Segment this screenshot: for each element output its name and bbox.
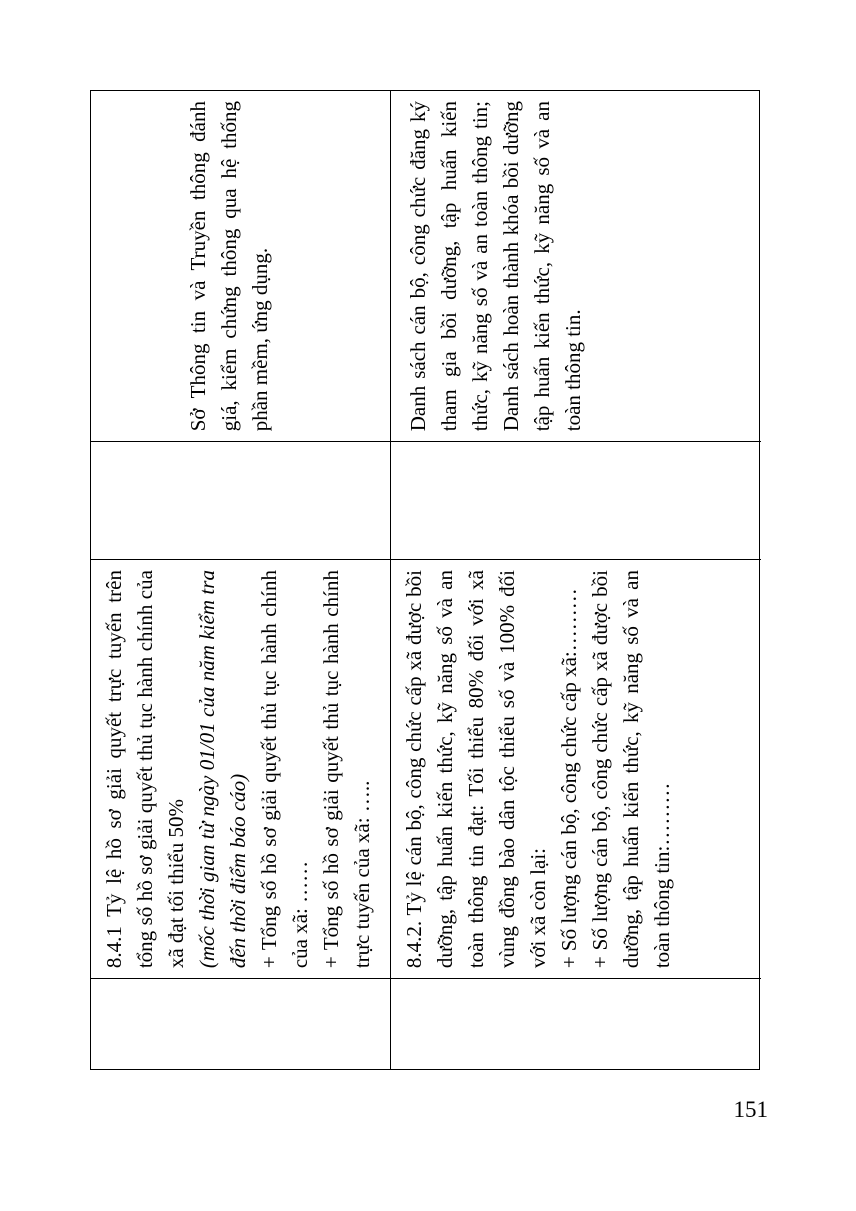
criteria-text: 8.4.1 Tỷ lệ hồ sơ giải quyết trực tuyến trên tổng số hồ sơ giải quyết thủ tục hành chính của xã đạt tối thiểu 50% bbox=[102, 570, 188, 969]
criteria-note: (mốc thời gian từ ngày 01/01 của năm kiểm tra đến thời điểm báo cáo) bbox=[195, 570, 250, 969]
criteria-text: + Số lượng cán bộ, công chức cấp xã được bồi dưỡng, tập huấn kiến thức, kỹ năng số và an toàn thông tin:……… bbox=[588, 570, 674, 969]
table-row bbox=[391, 91, 761, 1069]
table-cell-empty bbox=[391, 442, 761, 560]
page-number: 151 bbox=[733, 1097, 768, 1122]
table-cell-empty bbox=[91, 442, 390, 560]
criteria-text: + Số lượng cán bộ, công chức cấp xã:……… bbox=[557, 588, 581, 969]
table-cell-index bbox=[91, 979, 390, 1069]
criteria-text: + Tổng số hồ sơ giải quyết thủ tục hành chính trực tuyến của xã: ….. bbox=[319, 570, 374, 969]
table-cell-index bbox=[391, 979, 761, 1069]
table-row bbox=[91, 91, 391, 1069]
evidence-text: Sở Thông tin và Truyền thông đánh giá, kiểm chứng thông qua hệ thống phần mềm, ứng dụng. bbox=[186, 101, 272, 432]
table-cell-criteria bbox=[391, 560, 761, 979]
criteria-text: + Tổng số hồ sơ giải quyết thủ tục hành chính của xã: …… bbox=[257, 570, 312, 969]
table-cell-evidence bbox=[391, 91, 761, 442]
criteria-text: 8.4.2. Tỷ lệ cán bộ, công chức cấp xã được bồi dưỡng, tập huấn kiến thức, kỹ năng số và an toàn thông tin đạt: Tối thiểu 80% đối với xã vùng đồng bào dân tộc thiểu số và 100% đối với xã còn lại: bbox=[402, 570, 550, 969]
table-cell-criteria bbox=[91, 560, 390, 979]
criteria-table bbox=[90, 90, 760, 1070]
table-cell-evidence bbox=[91, 91, 390, 442]
evidence-text: Danh sách cán bộ, công chức đăng ký tham gia bồi dưỡng, tập huấn kiến thức, kỹ năng số và an toàn thông tin; Danh sách hoàn thành khóa bồi dưỡng tập huấn kiến thức, kỹ năng số và an toàn thông tin. bbox=[406, 101, 585, 432]
